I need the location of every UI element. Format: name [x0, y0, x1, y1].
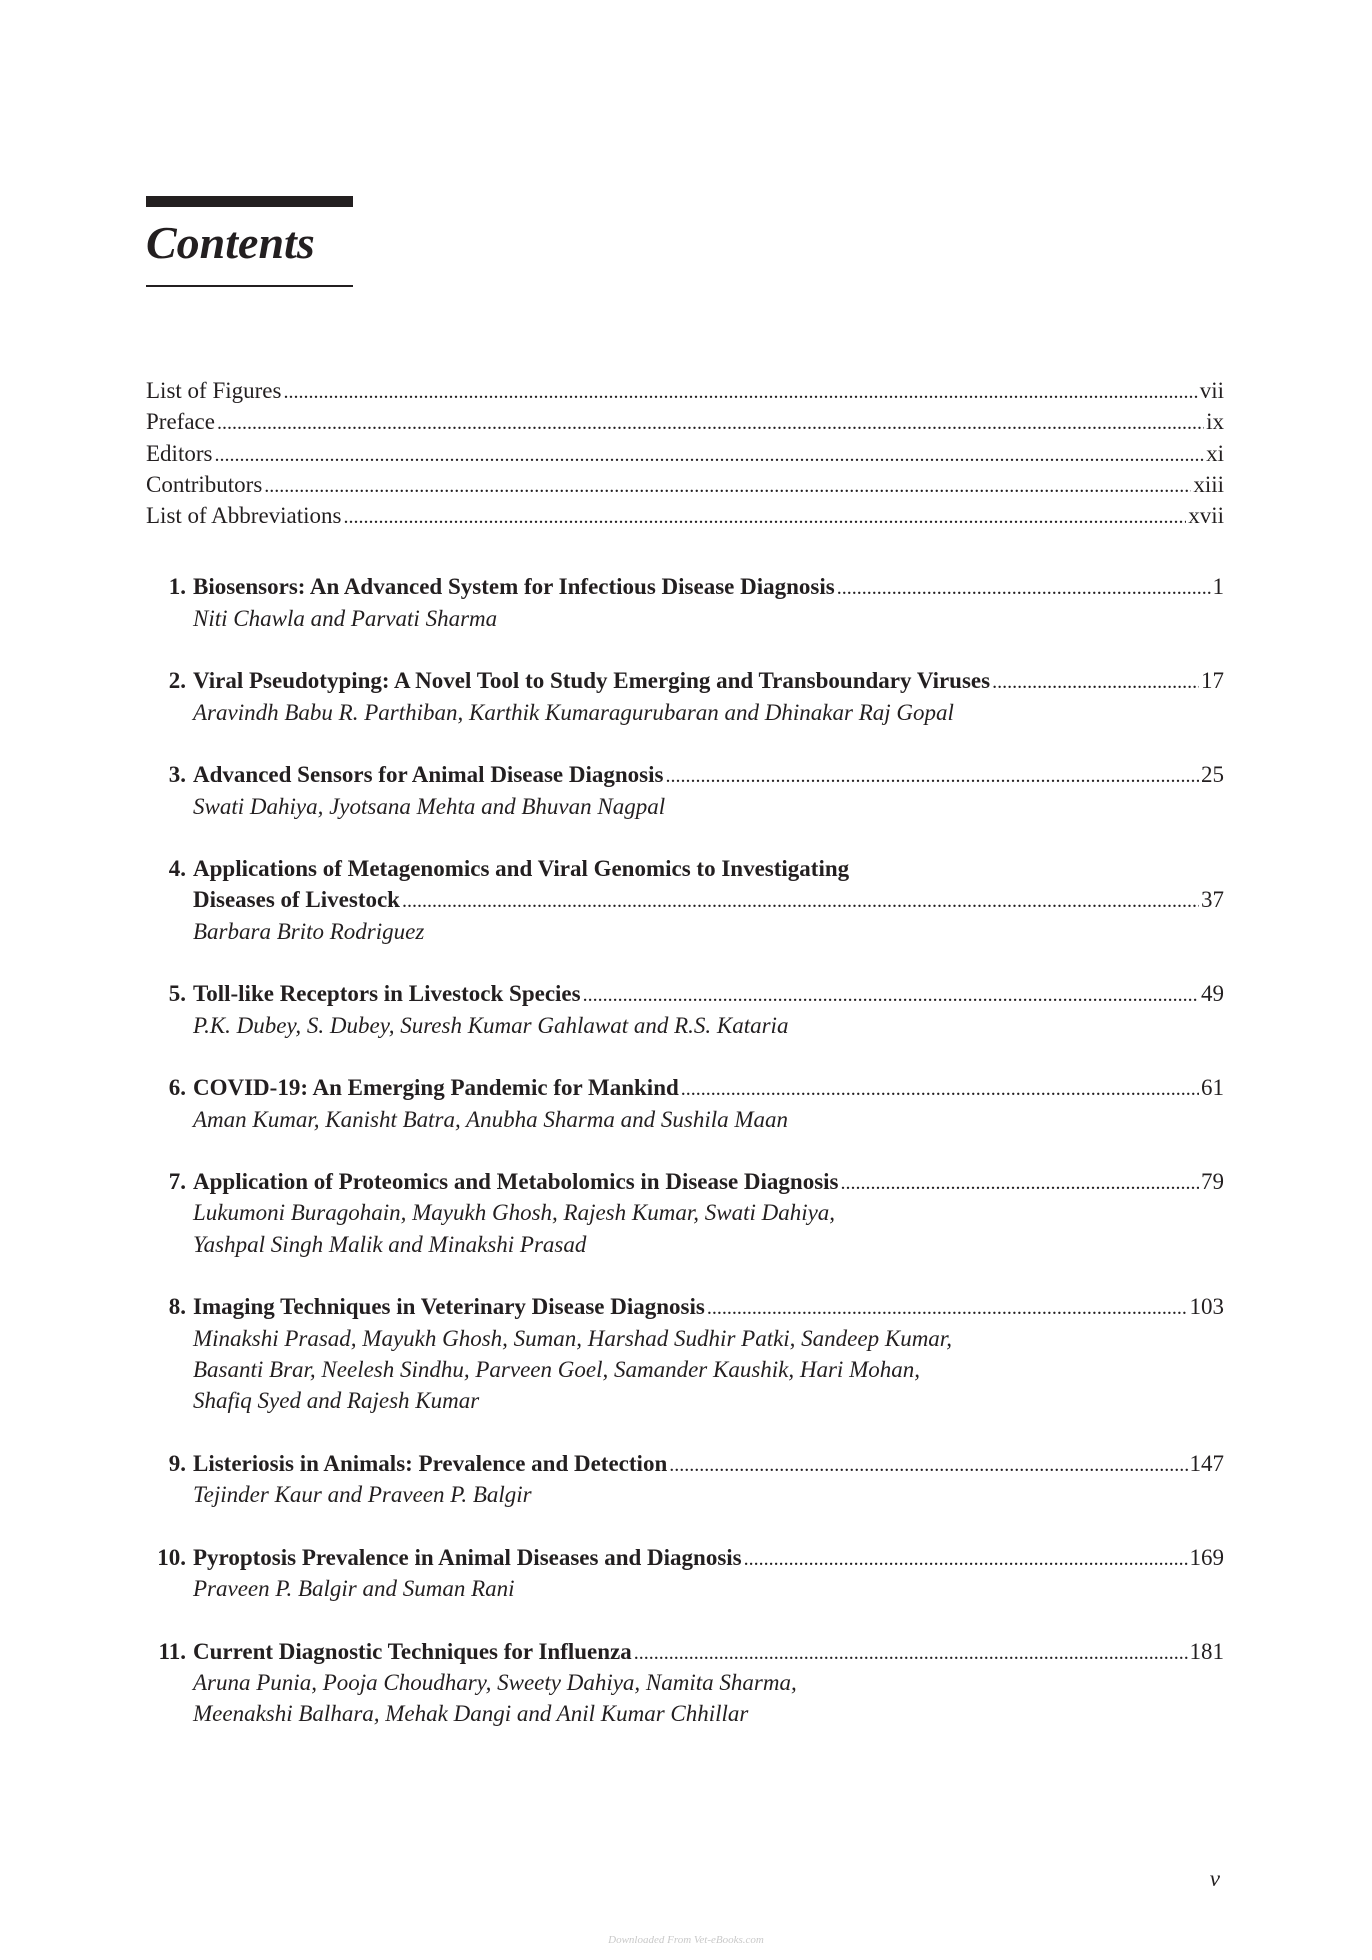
toc-entry[interactable] — [146, 375, 1224, 406]
chapter-number: 10. — [157, 1544, 186, 1570]
chapter-body — [186, 665, 1224, 728]
chapter-list — [146, 571, 1224, 1729]
chapter-entry[interactable] — [146, 1542, 1224, 1605]
chapter-body — [186, 759, 1224, 822]
chapter-entry[interactable] — [146, 759, 1224, 822]
table-of-contents — [146, 375, 1224, 1761]
chapter-page: 17 — [1201, 668, 1224, 694]
dot-leader — [583, 978, 1199, 1011]
chapter-title-row — [193, 1542, 1224, 1573]
chapter-row — [146, 759, 1224, 822]
chapter-body — [186, 571, 1224, 634]
chapter-title-row — [193, 1448, 1224, 1479]
chapter-page: 1 — [1212, 574, 1224, 600]
chapter-row — [146, 1291, 1224, 1416]
chapter-entry[interactable] — [146, 1448, 1224, 1511]
chapter-page: 37 — [1201, 887, 1224, 913]
chapter-entry[interactable] — [146, 853, 1224, 947]
toc-entry-page: vii — [1199, 378, 1224, 403]
chapter-title: Listeriosis in Animals: Prevalence and Detection — [193, 1450, 668, 1476]
chapter-authors: Barbara Brito Rodriguez — [193, 918, 425, 944]
chapter-number: 9. — [168, 1450, 186, 1476]
chapter-entry[interactable] — [146, 571, 1224, 634]
chapter-title: Biosensors: An Advanced System for Infectious Disease Diagnosis — [193, 574, 835, 600]
chapter-page: 79 — [1201, 1169, 1224, 1195]
chapter-page: 169 — [1189, 1544, 1224, 1570]
chapter-authors: Aman Kumar, Kanisht Batra, Anubha Sharma and Sushila Maan — [193, 1106, 789, 1132]
chapter-authors: Niti Chawla and Parvati Sharma — [193, 605, 498, 631]
chapter-title-row — [193, 1166, 1224, 1197]
toc-entry-label: List of Figures — [146, 378, 282, 403]
chapter-authors: P.K. Dubey, S. Dubey, Suresh Kumar Gahlawat and R.S. Kataria — [193, 1012, 789, 1038]
chapter-number: 2. — [168, 668, 186, 694]
chapter-number: 5. — [168, 981, 186, 1007]
chapter-body — [186, 978, 1224, 1041]
chapter-title-row — [193, 978, 1224, 1009]
chapter-body — [186, 1291, 1224, 1416]
chapter-title: Toll-like Receptors in Livestock Species — [193, 981, 581, 1007]
dot-leader — [681, 1072, 1199, 1105]
chapter-page: 25 — [1201, 762, 1224, 788]
chapter-body — [186, 1166, 1224, 1260]
toc-entry-label: Preface — [146, 409, 215, 435]
chapter-entry[interactable] — [146, 1166, 1224, 1260]
chapter-authors: Shafiq Syed and Rajesh Kumar — [193, 1388, 480, 1414]
toc-entry-page: ix — [1206, 409, 1224, 435]
dot-leader — [665, 759, 1199, 792]
dot-leader — [214, 438, 1204, 471]
chapter-entry[interactable] — [146, 1636, 1224, 1730]
chapter-authors: Tejinder Kaur and Praveen P. Balgir — [193, 1482, 532, 1508]
chapter-title: Imaging Techniques in Veterinary Disease Diagnosis — [193, 1294, 705, 1320]
chapter-title: Application of Proteomics and Metabolomics in Disease Diagnosis — [193, 1169, 839, 1195]
toc-entry[interactable] — [146, 469, 1224, 500]
chapter-title: Advanced Sensors for Animal Disease Diagnosis — [193, 762, 664, 788]
chapter-title-row — [193, 1636, 1224, 1667]
toc-entry[interactable] — [146, 406, 1224, 437]
chapter-number: 1. — [168, 574, 186, 600]
chapter-page: 147 — [1189, 1450, 1224, 1476]
chapter-entry[interactable] — [146, 665, 1224, 728]
dot-leader — [840, 1166, 1199, 1199]
chapter-authors: Praveen P. Balgir and Suman Rani — [193, 1575, 515, 1601]
chapter-authors: Basanti Brar, Neelesh Sindhu, Parveen Goel, Samander Kaushik, Hari Mohan, — [193, 1356, 920, 1382]
chapter-authors: Aruna Punia, Pooja Choudhary, Sweety Dahiya, Namita Sharma, — [193, 1669, 797, 1695]
toc-entry-page: xi — [1206, 440, 1224, 466]
chapter-body — [186, 1542, 1224, 1605]
chapter-title: Pyroptosis Prevalence in Animal Diseases and Diagnosis — [193, 1544, 742, 1570]
chapter-title: Current Diagnostic Techniques for Influenza — [193, 1638, 632, 1664]
chapter-row — [146, 978, 1224, 1041]
dot-leader — [669, 1448, 1187, 1481]
dot-leader — [343, 500, 1186, 533]
dot-leader — [992, 665, 1199, 698]
dot-leader — [402, 884, 1199, 917]
heading-bar — [146, 196, 353, 207]
chapter-row — [146, 1166, 1224, 1260]
dot-leader — [707, 1291, 1188, 1324]
chapter-authors: Meenakshi Balhara, Mehak Dangi and Anil Kumar Chhillar — [193, 1701, 749, 1727]
chapter-authors: Aravindh Babu R. Parthiban, Karthik Kumaragurubaran and Dhinakar Raj Gopal — [193, 699, 954, 725]
dot-leader — [264, 469, 1191, 502]
chapter-entry[interactable] — [146, 1072, 1224, 1135]
chapter-row — [146, 665, 1224, 728]
dot-leader — [837, 571, 1211, 604]
chapter-title: Diseases of Livestock — [193, 887, 400, 913]
chapter-number: 11. — [158, 1638, 186, 1664]
watermark: Downloaded From Vet-eBooks.com — [608, 1934, 764, 1946]
chapter-row — [146, 853, 1224, 947]
dot-leader — [634, 1636, 1188, 1669]
chapter-body — [186, 853, 1224, 947]
toc-entry-label: List of Abbreviations — [146, 503, 342, 529]
chapter-entry[interactable] — [146, 1291, 1224, 1416]
dot-leader — [217, 406, 1204, 439]
chapter-page: 103 — [1189, 1294, 1224, 1320]
page-title: Contents — [146, 217, 315, 268]
chapter-page: 49 — [1201, 981, 1224, 1007]
toc-entry-label: Editors — [146, 440, 213, 466]
dot-leader — [744, 1542, 1188, 1575]
front-matter-list — [146, 375, 1224, 531]
chapter-number: 3. — [168, 762, 186, 788]
chapter-body — [186, 1072, 1224, 1135]
chapter-number: 8. — [168, 1294, 186, 1320]
heading-rule — [146, 285, 353, 287]
chapter-title-line: Applications of Metagenomics and Viral Genomics to Investigating — [193, 856, 850, 882]
chapter-row — [146, 571, 1224, 634]
chapter-row — [146, 1072, 1224, 1135]
chapter-title-row — [193, 884, 1224, 915]
chapter-authors: Minakshi Prasad, Mayukh Ghosh, Suman, Harshad Sudhir Patki, Sandeep Kumar, — [193, 1325, 952, 1351]
dot-leader — [283, 375, 1197, 408]
toc-entry-label: Contributors — [146, 471, 263, 497]
toc-entry[interactable] — [146, 438, 1224, 469]
toc-entry-page: xiii — [1193, 471, 1224, 497]
chapter-title-row — [193, 759, 1224, 790]
chapter-entry[interactable] — [146, 978, 1224, 1041]
chapter-number: 4. — [168, 856, 186, 882]
chapter-authors: Lukumoni Buragohain, Mayukh Ghosh, Rajesh Kumar, Swati Dahiya, — [193, 1200, 836, 1226]
chapter-authors: Swati Dahiya, Jyotsana Mehta and Bhuvan Nagpal — [193, 793, 666, 819]
chapter-row — [146, 1542, 1224, 1605]
chapter-page: 181 — [1189, 1638, 1224, 1664]
chapter-title-row — [193, 571, 1224, 602]
page-number: v — [1209, 1866, 1220, 1891]
chapter-title: COVID-19: An Emerging Pandemic for Mankind — [193, 1075, 679, 1101]
chapter-title-row — [193, 665, 1224, 696]
chapter-body — [186, 1636, 1224, 1730]
chapter-number: 7. — [168, 1169, 186, 1195]
chapter-row — [146, 1636, 1224, 1730]
toc-entry[interactable] — [146, 500, 1224, 531]
chapter-title-row — [193, 1072, 1224, 1103]
chapter-body — [186, 1448, 1224, 1511]
chapter-title: Viral Pseudotyping: A Novel Tool to Study Emerging and Transboundary Viruses — [193, 668, 991, 694]
chapter-number: 6. — [168, 1075, 186, 1101]
chapter-authors: Yashpal Singh Malik and Minakshi Prasad — [193, 1231, 587, 1257]
toc-entry-page: xvii — [1188, 503, 1224, 529]
chapter-title-row — [193, 1291, 1224, 1322]
chapter-page: 61 — [1201, 1075, 1224, 1101]
chapter-row — [146, 1448, 1224, 1511]
